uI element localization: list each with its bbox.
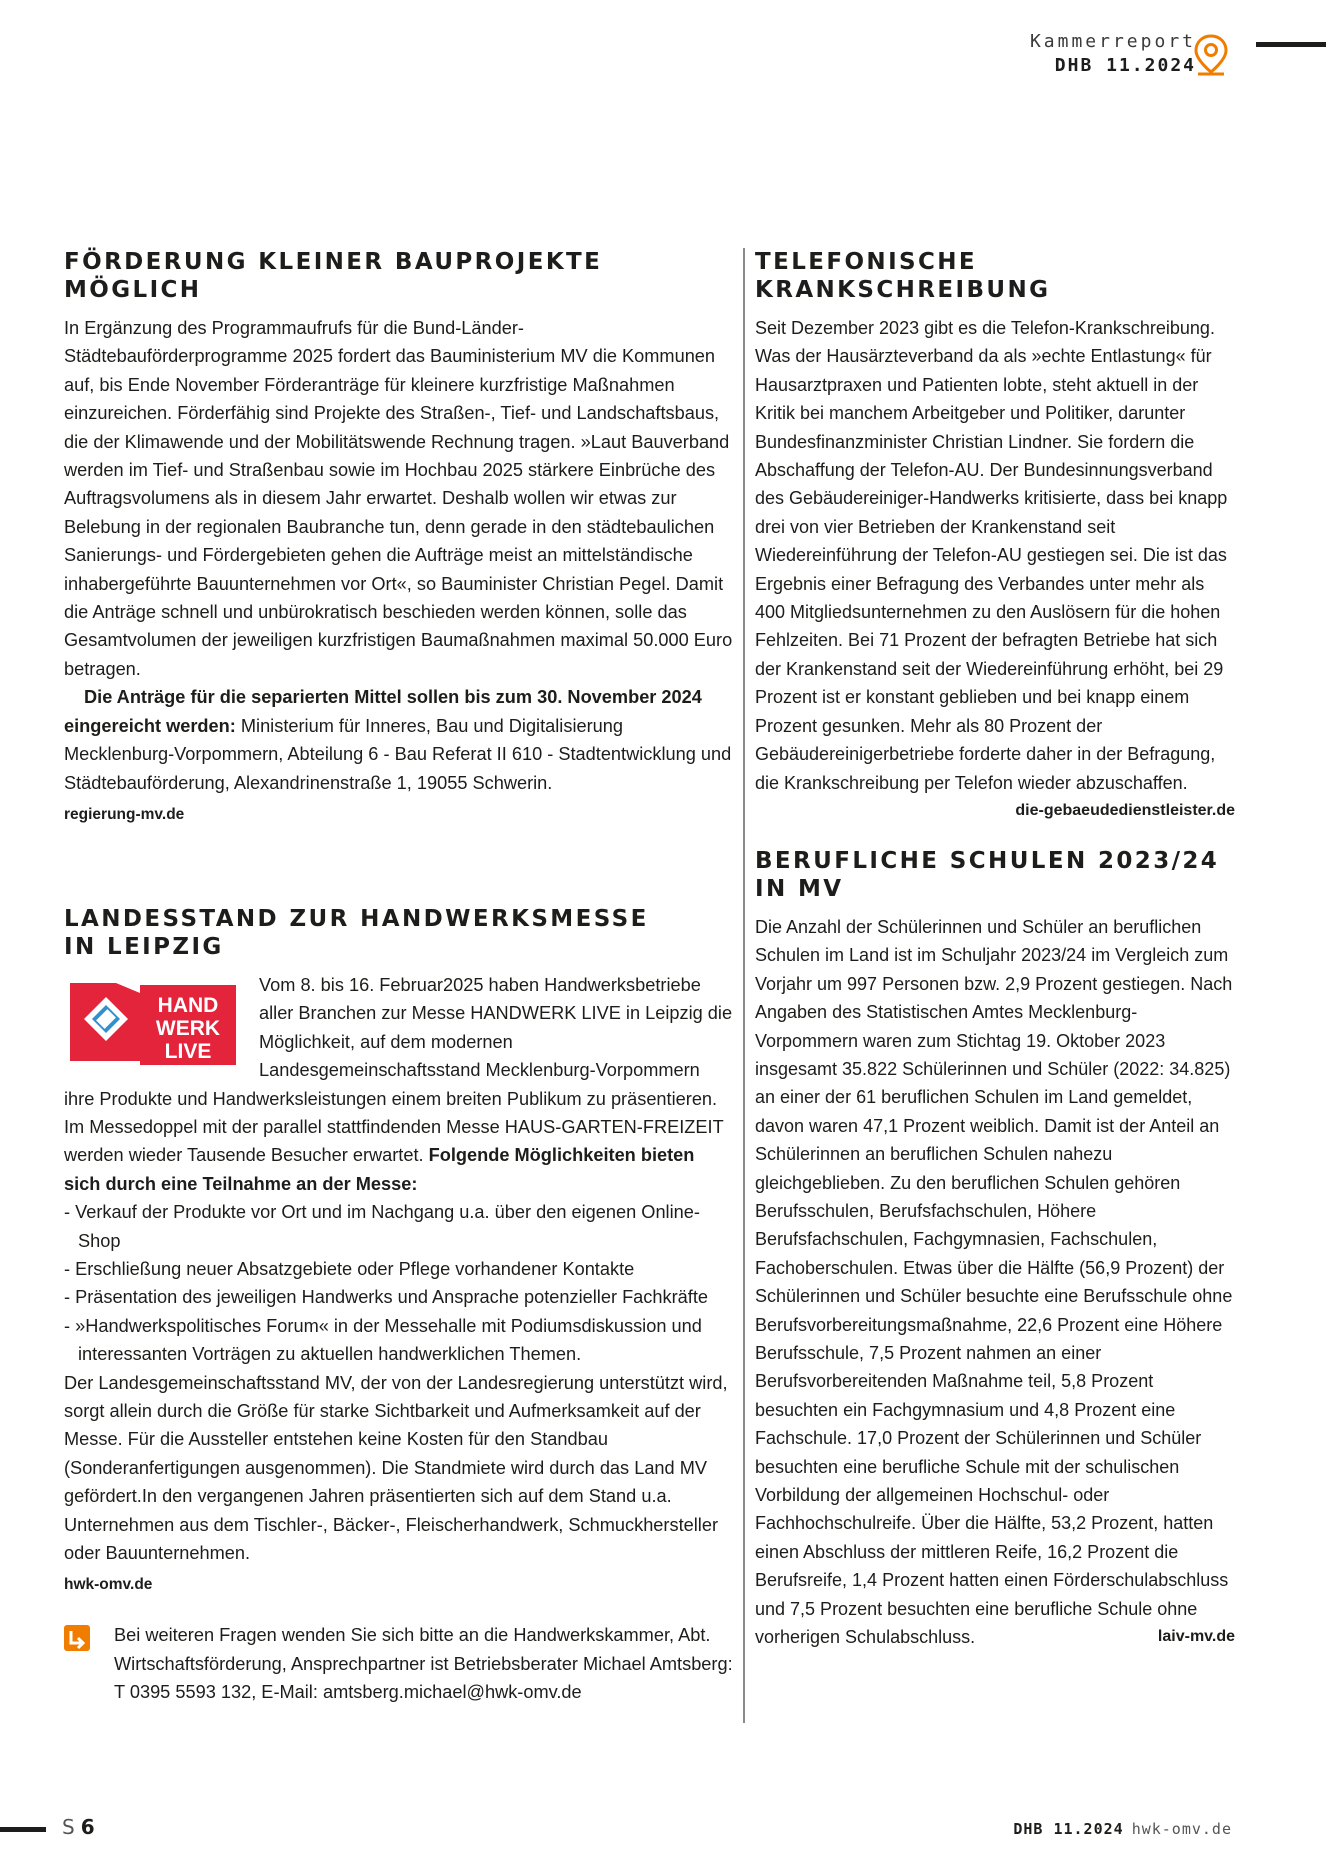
article-body bbox=[64, 971, 734, 1568]
handwerk-live-logo-graphic bbox=[64, 979, 239, 1071]
right-column bbox=[755, 248, 1235, 1651]
logo-word: LIVE bbox=[164, 1039, 212, 1063]
logo-word: WERK bbox=[155, 1016, 221, 1040]
header-rule bbox=[1256, 42, 1326, 47]
contact-text: Bei weiteren Fragen wenden Sie sich bitte an die Handwerkskammer, Abt. Wirtschaftsförderung, Ansprechpartner ist Betriebsberater Michael Amtsberg: T 0395 5593 132, E-Mail: amtsberg.michael@hwk-omv.de bbox=[114, 1625, 733, 1703]
bold-lead: Folgende Möglichkeiten bieten sich durch eine Teilnahme an der Messe: bbox=[64, 1145, 695, 1194]
article-landesstand bbox=[64, 905, 734, 1707]
title-line: IN LEIPZIG bbox=[64, 933, 224, 960]
paragraph-text: Ministerium für Inneres, Bau und Digitalisierung Mecklenburg-Vorpommern, Abteilung 6 - Bau Referat II 610 - Stadtentwicklung und Städtebauförderung, Alexandrinenstraße 1, 19055 Schwerin. bbox=[64, 715, 732, 793]
page-header bbox=[1030, 30, 1196, 78]
paragraph: Der Landesgemeinschaftsstand MV, der von der Landesregierung unterstützt wird, sorgt allein durch die Größe für starke Sichtbarkeit und Aufmerksamkeit auf der Messe. Für die Aussteller entstehen keine Kosten für den Standbau (Sonderanfertigungen ausgenommen). Die Standmiete wird durch das Land MV gefördert.In den vergangenen Jahren präsentierten sich auf dem Stand u.a. Unternehmen aus dem Tischler-, Bäcker-, Fleischerhandwerk, Schmuckhersteller oder Bauunternehmen. bbox=[64, 1372, 728, 1564]
article-schulen bbox=[755, 847, 1235, 1652]
list-item: - Erschließung neuer Absatzgebiete oder Pflege vorhandener Kontakte bbox=[64, 1258, 635, 1279]
article-body bbox=[64, 314, 734, 797]
footer-issue: DHB 11.2024 bbox=[1013, 1820, 1124, 1838]
article-title: FÖRDERUNG KLEINER BAUPROJEKTE MÖGLICH bbox=[64, 249, 603, 303]
paragraph-text: Seit Dezember 2023 gibt es die Telefon-Krankschreibung. Was der Hausärzteverband da als »echte Entlastung« für Hausarztpraxen und Patienten lobte, steht aktuell in der Kritik bei manchem Arbeitgeber und Politiker, darunter Bundesfinanzminister Christian Lindner. Sie fordern die Abschaffung der Telefon-AU. Der Bundesinnungsverband des Gebäudereiniger-Handwerks kritisierte, dass bei knapp drei von vier Betrieben der Krankenstand seit Wiedereinführung der Telefon-AU gestiegen sei. Die ist das Ergebnis einer Befragung des Verbandes unter mehr als 400 Mitgliedsunternehmen zu den Auslösern für die hohen Fehlzeiten. Bei 71 Prozent der befragten Betriebe hat sich der Krankenstand seit der Wiedereinführung erhöht, bei 29 Prozent ist er konstant geblieben und bei knapp einem Prozent gesunken. Mehr als 80 Prozent der Gebäudereinigerbetriebe forderte daher in der Befragung, die Krankschreibung per Telefon wieder abzuschaffen. bbox=[755, 318, 1228, 793]
column-divider bbox=[743, 248, 745, 1723]
source-link[interactable]: laiv-mv.de bbox=[1157, 1628, 1235, 1646]
arrow-right-icon bbox=[64, 1625, 90, 1651]
page-number bbox=[62, 1815, 95, 1840]
list-item: - »Handwerkspolitisches Forum« in der Messehalle mit Podiumsdiskussion und interessanten Vorträgen zu aktuellen handwerklichen Themen. bbox=[64, 1315, 702, 1365]
paragraph bbox=[64, 683, 734, 797]
footer-rule bbox=[0, 1827, 46, 1832]
paragraph-text: Vom 8. bis 16. Februar2025 haben Handwerksbetriebe aller Branchen zur Messe HANDWERK LIVE in Leipzig die Möglichkeit, auf dem modernen Landesgemeinschaftsstand Mecklenburg-Vorpommern ihre Produkte und Handwerksleistungen einem breiten Publikum zu präsentieren. Im Messedoppel mit der parallel stattfindenden Messe HAUS-GARTEN-FREIZEIT werden wieder Tausende Besucher erwartet. bbox=[64, 974, 733, 1166]
paragraph: In Ergänzung des Programmaufrufs für die Bund-Länder-Städtebauförderprogramme 2025 fordert das Bauministerium MV die Kommunen auf, bis Ende November Förderanträge für kleinere kurzfristige Maßnahmen einzureichen. Förderfähig sind Projekte des Straßen-, Tief- und Landschaftsbaus, die der Klimawende und der Mobilitätswende Rechnung tragen. »Laut Bauverband werden im Tief- und Straßenbau sowie im Hochbau 2025 stärkere Einbrüche des Auftragsvolumens als in diesem Jahr erwartet. Deshalb wollen wir etwas zur Belebung in der regionalen Baubranche tun, denn gerade in den städtebaulichen Sanierungs- und Fördergebieten gehen die Aufträge meist an mittelständische inhabergeführte Bauunternehmen vor Ort«, so Bauminister Christian Pegel. Damit die Anträge schnell und unbürokratisch beschieden werden können, solle das Gesamtvolumen der jeweiligen kurzfristigen Baumaßnahmen maximal 50.000 Euro betragen. bbox=[64, 318, 733, 679]
paragraph bbox=[755, 913, 1235, 1652]
title-line: BERUFLICHE SCHULEN 2023/24 bbox=[755, 847, 1220, 874]
article-foerderung bbox=[64, 248, 734, 827]
section-kicker: Kammerreport bbox=[1029, 31, 1196, 52]
article-body bbox=[755, 913, 1235, 1652]
paragraph bbox=[755, 314, 1235, 819]
contact-note bbox=[64, 1621, 734, 1706]
location-pin-icon bbox=[1188, 32, 1234, 78]
title-line: LANDESSTAND ZUR HANDWERKSMESSE bbox=[64, 905, 649, 932]
source-link[interactable]: regierung-mv.de bbox=[64, 805, 185, 823]
handwerk-live-logo bbox=[64, 979, 239, 1071]
footer-url[interactable]: hwk-omv.de bbox=[1131, 1820, 1232, 1838]
bold-lead: Die Anträge für die separierten Mittel sollen bis zum 30. November 2024 eingereicht werden: bbox=[64, 687, 702, 736]
source-link[interactable]: die-gebaeudedienstleister.de bbox=[1015, 801, 1235, 819]
title-line: IN MV bbox=[755, 875, 844, 902]
page-number-value: 6 bbox=[80, 1815, 95, 1839]
article-body bbox=[755, 314, 1235, 819]
article-title bbox=[755, 248, 1235, 304]
title-line: TELEFONISCHE bbox=[755, 249, 978, 275]
list-item: - Präsentation des jeweiligen Handwerks und Ansprache potenzieller Fachkräfte bbox=[64, 1287, 708, 1308]
left-column bbox=[64, 248, 734, 1707]
article-telefonisch bbox=[755, 248, 1235, 819]
article-title bbox=[64, 905, 734, 961]
issue-label: DHB 11.2024 bbox=[1054, 55, 1196, 76]
article-title bbox=[755, 847, 1235, 903]
list-item: - Verkauf der Produkte vor Ort und im Nachgang u.a. über den eigenen Online-Shop bbox=[64, 1202, 700, 1251]
source-link[interactable]: hwk-omv.de bbox=[64, 1576, 153, 1594]
benefit-list bbox=[64, 1198, 734, 1368]
footer-info bbox=[1013, 1820, 1232, 1838]
paragraph-text: Die Anzahl der Schülerinnen und Schüler an beruflichen Schulen im Land ist im Schuljahr 2023/24 im Vergleich zum Vorjahr um 997 Personen bzw. 2,9 Prozent gestiegen. Nach Angaben des Statistischen Amtes Mecklenburg-Vorpommern waren zum Stichtag 19. Oktober 2023 insgesamt 35.822 Schülerinnen und Schüler (2022: 34.825) an einer der 61 beruflichen Schulen im Land gemeldet, davon waren 47,1 Prozent weiblich. Damit ist der Anteil an Schülerinnen an beruflichen Schulen nahezu gleichgeblieben. Zu den beruflichen Schulen gehören Berufsschulen, Berufsfachschulen, Höhere Berufsfachschulen, Fachgymnasien, Fachschulen, Fachoberschulen. Etwas über die Hälfte (56,9 Prozent) der Schülerinnen und Schüler besuchte eine Berufsschule ohne Berufsvorbereitungsmaßnahme, 22,6 Prozent eine Höhere Berufsschule, 7,5 Prozent nahmen an einer Berufsvorbereitenden Maßnahme teil, 5,8 Prozent besuchten ein Fachgymnasium und 4,8 Prozent eine Fachschule. 17,0 Prozent der Schülerinnen und Schüler besuchten eine berufliche Schule mit der schulischen Vorbildung der allgemeinen Hochschul- oder Fachhochschulreife. Über die Hälfte, 53,2 Prozent, hatten einen Abschluss der mittleren Reife, 16,2 Prozent die Berufsreife, 1,4 Prozent hatten einen Förderschulabschluss und 7,5 Prozent besuchten eine berufliche Schule ohne vorherigen Schulabschluss. bbox=[755, 916, 1233, 1648]
logo-word: HAND bbox=[157, 993, 219, 1017]
title-line: KRANKSCHREIBUNG bbox=[755, 277, 1051, 303]
page-prefix: S bbox=[62, 1815, 75, 1839]
